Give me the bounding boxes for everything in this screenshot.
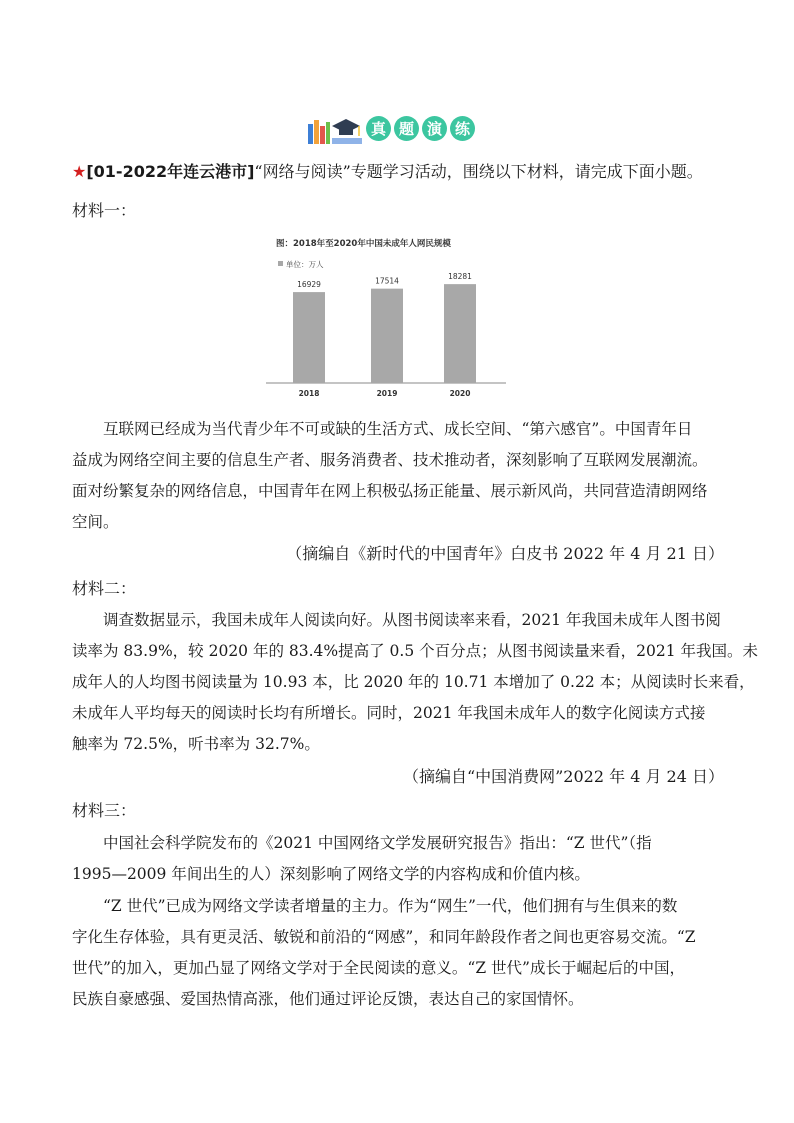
data-label-2018: 16929 bbox=[297, 280, 321, 290]
material-1-source: （摘编自《新时代的中国青年》白皮书 2022 年 4 月 21 日） bbox=[286, 544, 724, 563]
text-line: 民族自豪感强、爱国热情高涨，他们通过评论反馈，表达自己的家国情怀。 bbox=[72, 990, 584, 1008]
text-line: 未成年人平均每天的阅读时长均有所增长。同时，2021 年我国未成年人的数字化阅读方式接 bbox=[72, 704, 706, 722]
text-line: 中国社会科学院发布的《2021 中国网络文学发展研究报告》指出：“Z 世代”（指 bbox=[103, 834, 652, 852]
x-tick-label-2020: 2020 bbox=[449, 389, 471, 398]
text-line: 调查数据显示，我国未成年人阅读向好。从图书阅读率来看，2021 年我国未成年人图书阅 bbox=[103, 611, 721, 629]
legend-swatch bbox=[278, 261, 283, 266]
banner-char: 题 bbox=[394, 116, 419, 141]
bar-chart bbox=[266, 232, 516, 398]
books-graduation-icon bbox=[306, 114, 364, 144]
material-3-paragraph-2 bbox=[72, 891, 722, 1015]
text-line: 互联网已经成为当代青少年不可或缺的生活方式、成长空间、“第六感官”。中国青年日 bbox=[103, 420, 693, 438]
material-1-label: 材料一： bbox=[72, 201, 137, 220]
text-line: 面对纷繁复杂的网络信息，中国青年在网上积极弘扬正能量、展示新风尚，共同营造清朗网络 bbox=[72, 482, 708, 500]
text-line: 成年人的人均图书阅读量为 10.93 本，比 2020 年的 10.71 本增加了 0.22 本；从阅读时长来看， bbox=[72, 673, 755, 691]
text-line: 1995—2009 年间出生的人）深刻影响了网络文学的内容构成和价值内核。 bbox=[72, 865, 590, 883]
banner-char: 演 bbox=[422, 116, 447, 141]
material-3-label: 材料三： bbox=[72, 801, 137, 820]
chart-legend: 单位：万人 bbox=[286, 260, 324, 269]
material-3-paragraph-1 bbox=[72, 828, 722, 890]
text-line: 空间。 bbox=[72, 513, 119, 531]
bar-2019 bbox=[371, 289, 403, 383]
banner-char: 练 bbox=[450, 116, 475, 141]
x-tick-label-2018: 2018 bbox=[298, 389, 320, 398]
section-banner bbox=[306, 110, 482, 146]
material-2-source: （摘编自“中国消费网”2022 年 4 月 24 日） bbox=[402, 767, 724, 786]
text-line: 触率为 72.5%，听书率为 32.7%。 bbox=[72, 735, 320, 753]
material-1-paragraph bbox=[72, 414, 722, 538]
bar-2020 bbox=[444, 284, 476, 383]
material-2-paragraph bbox=[72, 605, 759, 760]
chart-title: 图：2018年至2020年中国未成年人网民规模 bbox=[276, 239, 451, 249]
text-line: 益成为网络空间主要的信息生产者、服务消费者、技术推动者，深刻影响了互联网发展潮流。 bbox=[72, 451, 708, 469]
star-icon: ★ bbox=[72, 162, 87, 181]
text-line: 读率为 83.9%，较 2020 年的 83.4%提高了 0.5 个百分点；从图书阅读量来看，2021 年我国。未 bbox=[72, 642, 759, 660]
text-line: 世代”的加入，更加凸显了网络文学对于全民阅读的意义。“Z 世代”成长于崛起后的中国， bbox=[72, 959, 685, 977]
material-2-label: 材料二： bbox=[72, 579, 137, 598]
bar-2018 bbox=[293, 292, 325, 383]
text-line: “Z 世代”已成为网络文学读者增量的主力。作为“网生”一代，他们拥有与生俱来的数 bbox=[103, 897, 678, 915]
question-source: [01-2022年连云港市] bbox=[86, 162, 255, 181]
x-tick-label-2019: 2019 bbox=[376, 389, 398, 398]
text-line: 字化生存体验，具有更灵活、敏锐和前沿的“网感”，和同年龄段作者之间也更容易交流。“Z bbox=[72, 928, 696, 946]
question-text: “网络与阅读”专题学习活动，围绕以下材料，请完成下面小题。 bbox=[254, 162, 703, 181]
data-label-2019: 17514 bbox=[375, 276, 399, 286]
data-label-2020: 18281 bbox=[448, 272, 472, 282]
question-header bbox=[72, 161, 703, 183]
banner-char: 真 bbox=[366, 116, 391, 141]
